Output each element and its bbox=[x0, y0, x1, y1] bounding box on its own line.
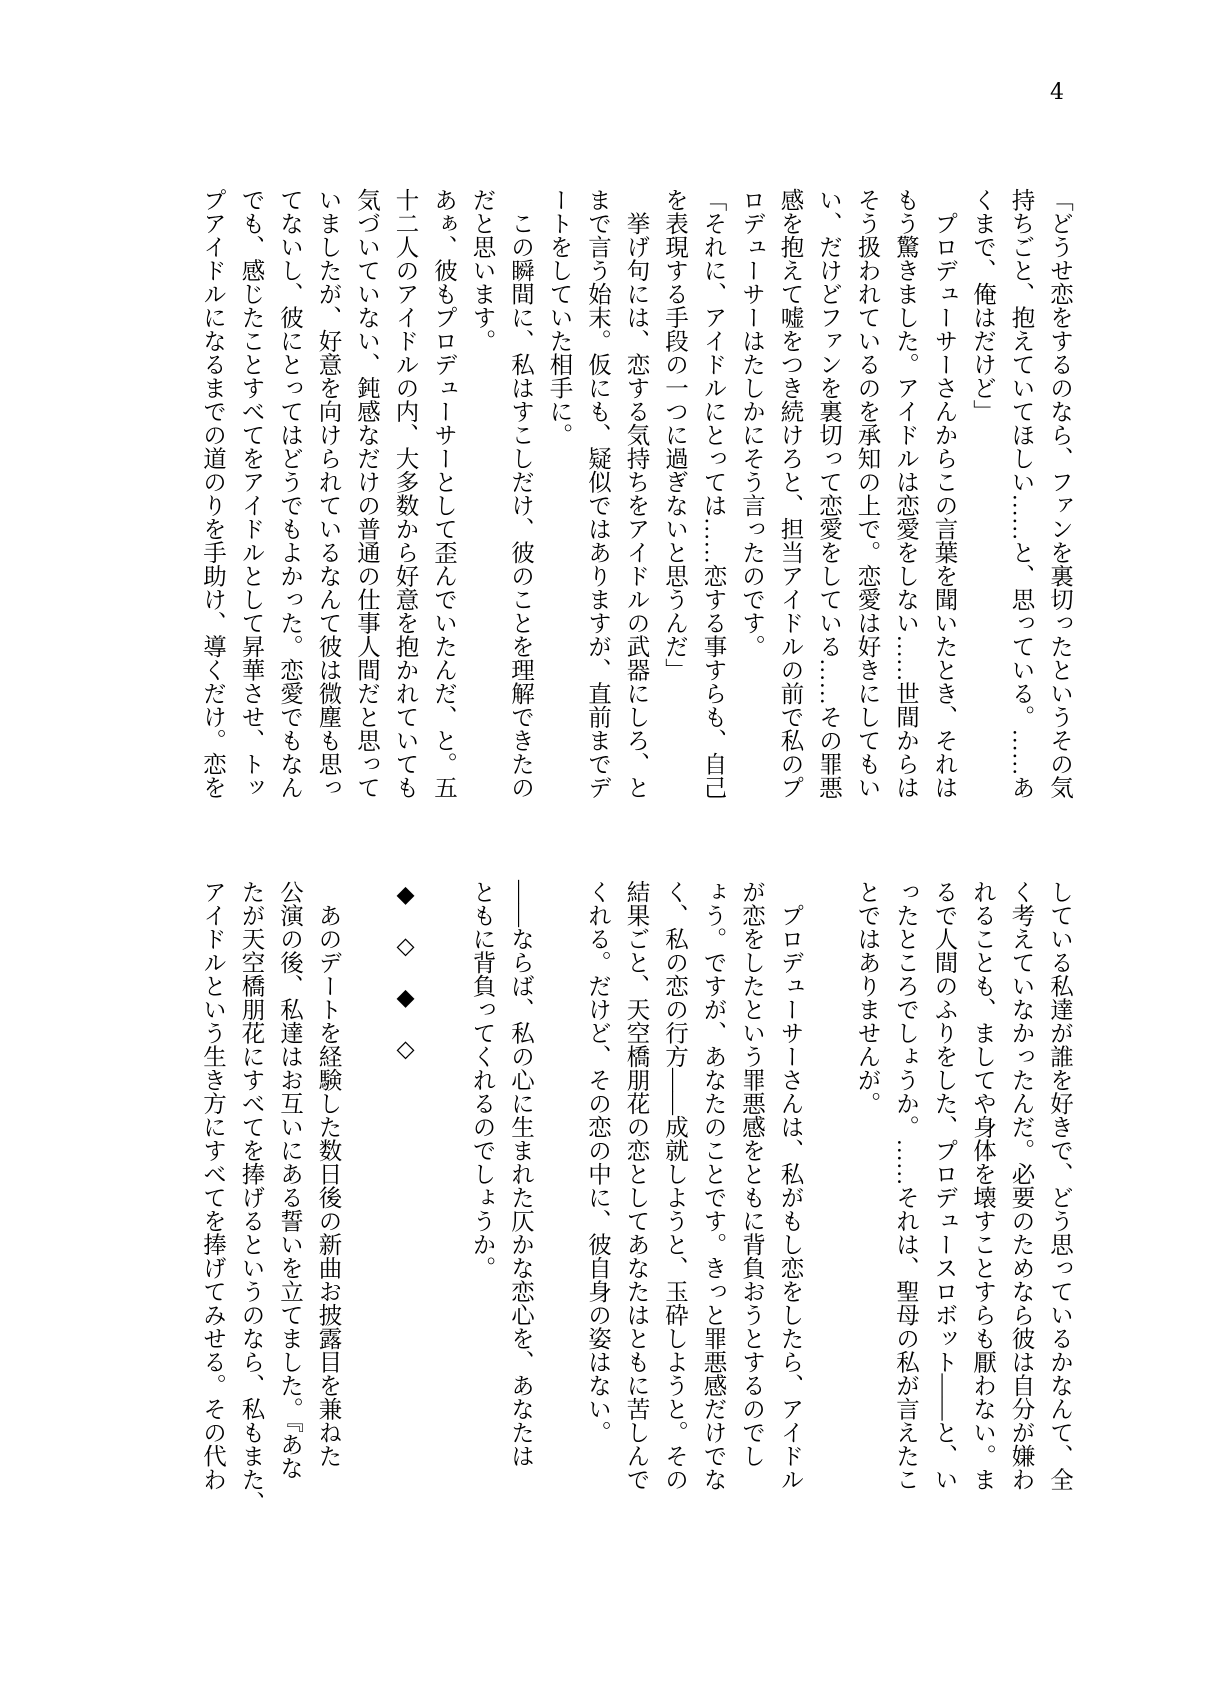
text-line: アイドルという生き方にすべてを捧げてみせる。その代わ bbox=[199, 880, 225, 1491]
text-line bbox=[424, 880, 463, 1500]
text-block-bottom bbox=[193, 880, 1079, 1515]
text-line bbox=[809, 880, 848, 1500]
text-line: くまで、俺はだけど」 bbox=[969, 188, 995, 423]
text-line: を表現する手段の一つに過ぎないと思うんだ」 bbox=[661, 188, 687, 682]
text-line: でも、感じたことすべてをアイドルとして昇華させ、トッ bbox=[237, 188, 264, 799]
text-line: 持ちごと、抱えていてほしい……と、思っている。……あ bbox=[1007, 188, 1034, 799]
page-number: 4 bbox=[1050, 80, 1064, 105]
text-line: 気づいていない、鈍感なだけの普通の仕事人間だと思って bbox=[353, 188, 379, 799]
text-line: ロデューサーはたしかにそう言ったのです。 bbox=[738, 188, 764, 658]
text-line: いましたが、好意を向けられているなんて彼は微塵も思っ bbox=[314, 188, 341, 799]
text-line: あのデートを経験した数日後の新曲お披露目を兼ねた bbox=[314, 880, 341, 1468]
text-line: 結果ごと、天空橋朋花の恋としてあなたはともに苦しんで bbox=[622, 880, 649, 1491]
text-line: が恋をしたという罪悪感をともに背負おうとするのでし bbox=[738, 880, 764, 1468]
text-line: そう扱われているのを承知の上で。恋愛は好きにしてもい bbox=[853, 188, 880, 799]
text-line: 「どうせ恋をするのなら、ファンを裏切ったというその気 bbox=[1046, 188, 1072, 799]
text-line: く考えていなかったんだ。必要のためなら彼は自分が嫌わ bbox=[1007, 880, 1034, 1491]
text-line: まで言う始末。仮にも、疑似ではありますが、直前までデ bbox=[584, 188, 610, 799]
text-line: たが天空橋朋花にすべてを捧げるというのなら、私もまた、 bbox=[237, 880, 264, 1515]
text-line: プアイドルになるまでの道のりを手助け、導くだけ。恋を bbox=[199, 188, 225, 799]
text-line bbox=[539, 880, 578, 1500]
text-line: この瞬間に、私はすこしだけ、彼のことを理解できたの bbox=[507, 188, 533, 799]
text-line: 公演の後、私達はお互いにある誓いを立てました。『あな bbox=[276, 880, 302, 1480]
text-line: ——ならば、私の心に生まれた仄かな恋心を、あなたは bbox=[507, 880, 533, 1468]
text-line: プロデューサーさんは、私がもし恋をしたら、アイドル bbox=[776, 880, 803, 1491]
text-line: だと思います。 bbox=[468, 188, 495, 353]
text-line: 感を抱えて嘘をつき続けろと、担当アイドルの前で私のプ bbox=[776, 188, 803, 799]
text-line: プロデューサーさんからこの言葉を聞いたとき、それは bbox=[930, 188, 957, 799]
text-line bbox=[347, 880, 386, 1500]
text-line: ートをしていた相手に。 bbox=[545, 188, 572, 447]
text-line: ったところでしょうか。……それは、聖母の私が言えたこ bbox=[892, 880, 918, 1491]
text-line: もう驚きました。アイドルは恋愛をしない……世間からは bbox=[892, 188, 918, 799]
text-line: 「それに、アイドルにとっては……恋する事すらも、自己 bbox=[699, 188, 726, 799]
text-line: あぁ、彼もプロデューサーとして歪んでいたんだ、と。五 bbox=[430, 188, 456, 799]
text-line: るで人間のふりをした、プロデュースロボット——と、い bbox=[930, 880, 957, 1491]
text-line: とではありませんが。 bbox=[853, 880, 880, 1115]
text-line: くれる。だけど、その恋の中に、彼自身の姿はない。 bbox=[584, 880, 610, 1444]
text-line: 挙げ句には、恋する気持ちをアイドルの武器にしろ、と bbox=[622, 188, 649, 799]
text-line: ◆ ◇ ◆ ◇ bbox=[391, 880, 418, 1063]
text-block-top bbox=[193, 188, 1079, 808]
text-line: ょう。ですが、あなたのことです。きっと罪悪感だけでな bbox=[699, 880, 726, 1491]
text-line: 十二人のアイドルの内、大多数から好意を抱かれていても bbox=[391, 188, 418, 799]
text-line: てないし、彼にとってはどうでもよかった。恋愛でもなん bbox=[276, 188, 302, 799]
text-line: い、だけどファンを裏切って恋愛をしている……その罪悪 bbox=[815, 188, 841, 799]
text-line: ともに背負ってくれるのでしょうか。 bbox=[468, 880, 495, 1280]
text-line: く、私の恋の行方——成就しようと、玉砕しようと。その bbox=[661, 880, 687, 1491]
text-line: れることも、ましてや身体を壊すことすらも厭わない。ま bbox=[969, 880, 995, 1491]
text-line: している私達が誰を好きで、どう思っているかなんて、全 bbox=[1046, 880, 1072, 1491]
